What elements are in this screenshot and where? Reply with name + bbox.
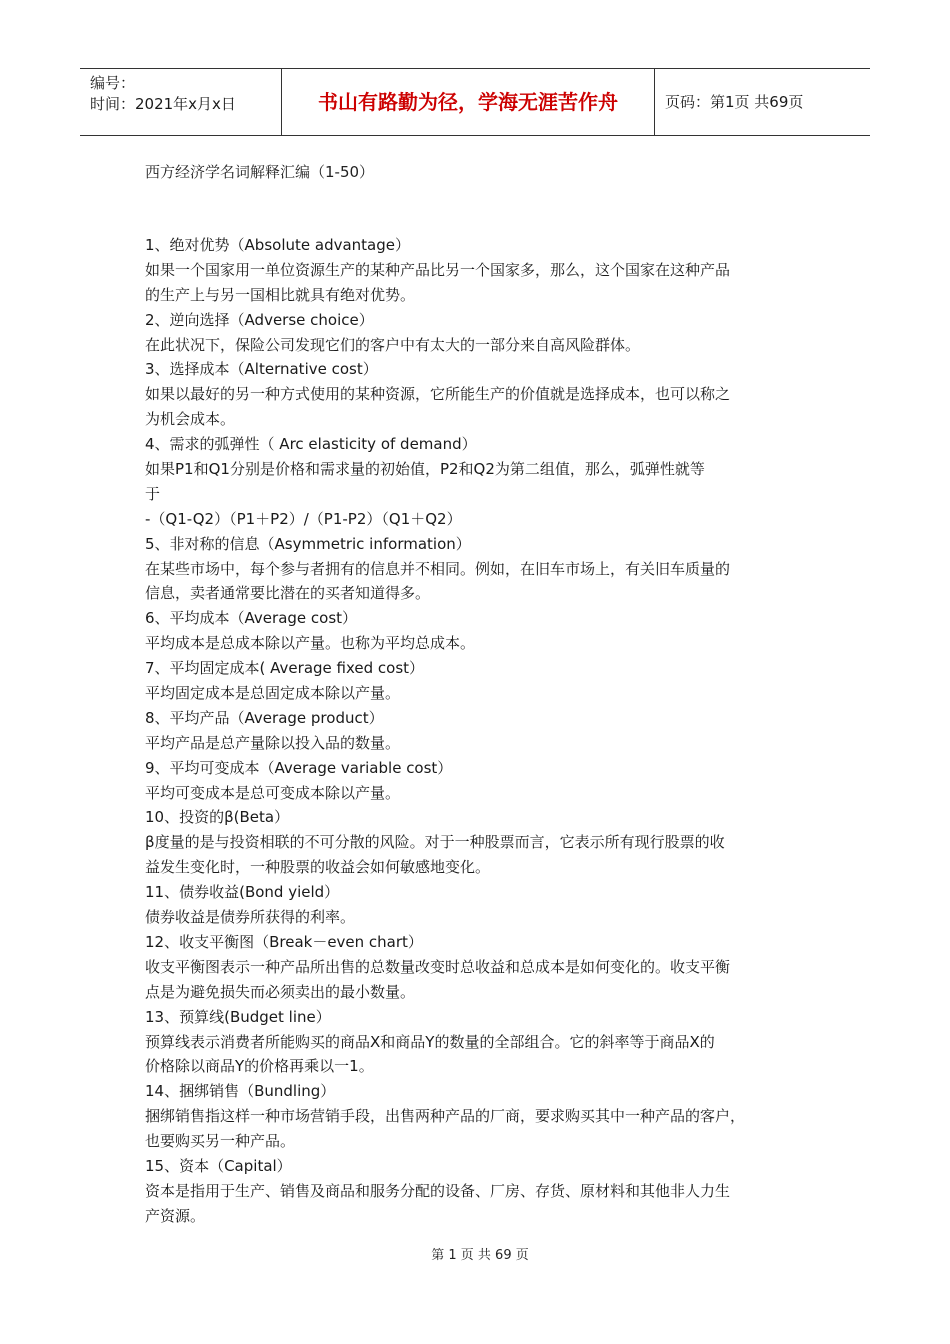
- term-heading: 3、选择成本（Alternative cost）: [145, 360, 378, 379]
- header-meta-cell: [80, 69, 282, 135]
- definition-line: 收支平衡图表示一种产品所出售的总数量改变时总收益和总成本是如何变化的。收支平衡: [145, 957, 731, 976]
- document-body: [145, 233, 810, 1229]
- definition-line: 捆绑销售指这样一种市场营销手段，出售两种产品的厂商，要求购买其中一种产品的客户，: [145, 1107, 746, 1126]
- definition-line: 平均可变成本是总可变成本除以产量。: [145, 783, 401, 802]
- term-heading: 11、债券收益(Bond yield）: [145, 883, 340, 902]
- time-label: 时间：2021年x月x日: [90, 95, 236, 113]
- definition-line: 债券收益是债券所获得的利率。: [145, 908, 356, 927]
- definition-line: 于: [145, 484, 161, 503]
- definition-line: 平均成本是总成本除以产量。也称为平均总成本。: [145, 634, 476, 653]
- header-page-info: 页码：第1页 共69页: [665, 93, 804, 111]
- definition-line: 在此状况下，保险公司发现它们的客户中有太大的一部分来自高风险群体。: [145, 335, 641, 354]
- definition-line: 产资源。: [145, 1206, 206, 1225]
- term-heading: 14、捆绑销售（Bundling）: [145, 1082, 336, 1101]
- term-heading: 1、绝对优势（Absolute advantage）: [145, 236, 410, 254]
- number-label: 编号：: [90, 74, 136, 92]
- term-heading: 15、资本（Capital）: [145, 1156, 292, 1175]
- term-heading: 5、非对称的信息（Asymmetric information）: [145, 534, 471, 553]
- term-heading: 8、平均产品（Average product）: [145, 708, 384, 727]
- term-heading: 9、平均可变成本（Average variable cost）: [145, 758, 453, 777]
- term-heading: 10、投资的β(Beta）: [145, 808, 290, 827]
- definition-line: 预算线表示消费者所能购买的商品X和商品Y的数量的全部组合。它的斜率等于商品X的: [145, 1032, 715, 1051]
- definition-line: 如果以最好的另一种方式使用的某种资源，它所能生产的价值就是选择成本，也可以称之: [145, 385, 731, 404]
- definition-line: 平均产品是总产量除以投入品的数量。: [145, 733, 401, 752]
- definition-line: 也要购买另一种产品。: [145, 1132, 296, 1151]
- definition-line: 为机会成本。: [145, 410, 236, 429]
- definition-line: 点是为避免损失而必须卖出的最小数量。: [145, 982, 416, 1001]
- term-heading: 6、平均成本（Average cost）: [145, 609, 358, 628]
- term-heading: 7、平均固定成本( Average fixed cost）: [145, 659, 425, 678]
- term-heading: 13、预算线(Budget line）: [145, 1007, 331, 1026]
- definition-line: 益发生变化时，一种股票的收益会如何敏感地变化。: [145, 858, 491, 877]
- term-heading: 12、收支平衡图（Break－even chart）: [145, 932, 423, 951]
- definition-line: 如果一个国家用一单位资源生产的某种产品比另一个国家多，那么，这个国家在这种产品: [145, 260, 731, 279]
- header-motto: 书山有路勤为径，学海无涯苦作舟: [282, 69, 655, 135]
- page-footer: 第 1 页 共 69 页: [431, 1248, 529, 1263]
- term-heading: 2、逆向选择（Adverse choice）: [145, 310, 374, 329]
- definition-line: 的生产上与另一国相比就具有绝对优势。: [145, 285, 416, 304]
- definition-line: 价格除以商品Y的价格再乘以一1。: [145, 1057, 374, 1076]
- definition-line: β度量的是与投资相联的不可分散的风险。对于一种股票而言，它表示所有现行股票的收: [145, 833, 725, 852]
- definition-line: 如果P1和Q1分别是价格和需求量的初始值，P2和Q2为第二组值，那么，弧弹性就等: [145, 460, 705, 479]
- term-heading: 4、需求的弧弹性（ Arc elasticity of demand）: [145, 435, 477, 454]
- definition-line: 资本是指用于生产、销售及商品和服务分配的设备、厂房、存货、原材料和其他非人力生: [145, 1181, 731, 1200]
- definition-line: 平均固定成本是总固定成本除以产量。: [145, 684, 401, 703]
- document-title: 西方经济学名词解释汇编（1-50）: [145, 163, 375, 181]
- definition-line: 在某些市场中，每个参与者拥有的信息并不相同。例如，在旧车市场上，有关旧车质量的: [145, 559, 731, 578]
- definition-line: 信息，卖者通常要比潜在的买者知道得多。: [145, 584, 431, 603]
- page-header: [80, 68, 870, 136]
- definition-line: -（Q1-Q2）（P1＋P2）/（P1-P2）（Q1＋Q2）: [145, 509, 462, 528]
